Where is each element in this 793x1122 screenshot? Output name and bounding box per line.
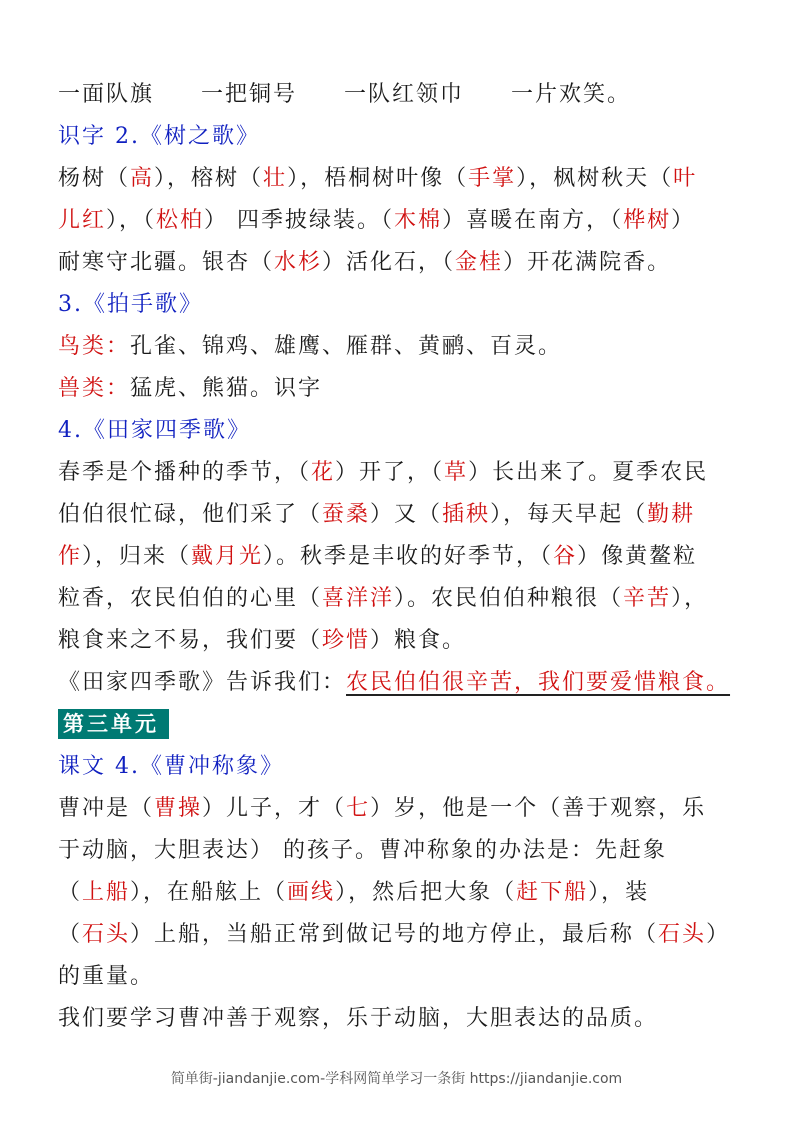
phrase-row [58, 74, 758, 116]
section-title-farm-song: 4.《田家四季歌》 [58, 418, 251, 443]
answer: 喜洋洋 [322, 586, 395, 611]
text: ），梧桐树叶像（ [287, 166, 469, 191]
answer: 高 [130, 166, 155, 191]
text: ）岁，他是一个（善于观察，乐 [370, 796, 707, 821]
text: 曹冲是（ [58, 796, 155, 821]
birds-line [58, 326, 758, 368]
answer: 插秧 [442, 502, 491, 527]
text: 杨树（ [58, 166, 131, 191]
text: ）。农民伯伯种粮很（ [394, 586, 624, 611]
text-line [58, 788, 758, 830]
answer: 作 [58, 544, 83, 569]
text: ），装 [588, 880, 650, 905]
answer: 叶 [673, 166, 698, 191]
text: 《田家四季歌》告诉我们： [58, 670, 347, 695]
text-line [58, 620, 758, 662]
text-line: 我们要学习曹冲善于观察，乐于动脑，大胆表达的品质。 [58, 1006, 659, 1031]
answer: 上船 [82, 880, 131, 905]
answer: 木棉 [394, 208, 443, 233]
answer: 花 [311, 460, 336, 485]
text: 春季是个播种的季节，（ [58, 460, 312, 485]
answer: 桦树 [623, 208, 672, 233]
answer: 石头 [82, 922, 131, 947]
answer: 金桂 [455, 250, 504, 275]
section-title-cao-chong: 课文 4.《曹冲称象》 [58, 754, 284, 779]
text: ）粮食。 [370, 628, 467, 653]
answer: 壮 [263, 166, 288, 191]
text: ）又（ [370, 502, 443, 527]
text-line [58, 200, 758, 242]
text: 伯伯很忙碌，他们采了（ [58, 502, 323, 527]
answer: 松柏 [156, 208, 205, 233]
answer: 蚕桑 [322, 502, 371, 527]
text: 耐寒守北疆。银杏（ [58, 250, 275, 275]
text: 粮食来之不易，我们要（ [58, 628, 323, 653]
text-line [58, 494, 758, 536]
answer: 戴月光 [191, 544, 264, 569]
answer: 七 [346, 796, 371, 821]
text-line: 的重量。 [58, 964, 155, 989]
answer: 水杉 [274, 250, 323, 275]
text: ） [671, 208, 696, 233]
text: ），每天早起（ [490, 502, 648, 527]
text: （ [58, 880, 83, 905]
text: ）开花满院香。 [503, 250, 672, 275]
text-line [58, 578, 758, 620]
answer: 辛苦 [623, 586, 672, 611]
text-line [58, 536, 758, 578]
phrase: 一队红领巾 [344, 82, 465, 107]
text: 孔雀、锦鸡、雄鹰、雁群、黄鹂、百灵。 [130, 334, 563, 359]
text-line [58, 872, 758, 914]
page-footer: 简单街-jiandanjie.com-学科网简单学习一条街 https://jiandanjie.com [170, 1071, 623, 1087]
text: （ [58, 922, 83, 947]
text: ）。秋季是丰收的好季节，（ [263, 544, 554, 569]
phrase: 一片欢笑。 [511, 82, 632, 107]
text: ）， [671, 586, 709, 611]
answer: 手掌 [468, 166, 517, 191]
text-line: 于动脑，大胆表达） 的孩子。曹冲称象的办法是：先赶象 [58, 838, 667, 863]
text: ）长出来了。夏季农民 [468, 460, 709, 485]
text-line [58, 158, 758, 200]
text: ）儿子，才（ [202, 796, 347, 821]
text: ）开了，（ [335, 460, 445, 485]
text: ）像黄鳌粒 [577, 544, 698, 569]
text: ） 四季披绿装。（ [204, 208, 395, 233]
answer: 赶下船 [516, 880, 589, 905]
answer: 儿红 [58, 208, 107, 233]
text: ），然后把大象（ [335, 880, 517, 905]
unit-badge: 第三单元 [58, 709, 169, 739]
text: ）喜暖在南方，（ [442, 208, 624, 233]
text: ）活化石，（ [322, 250, 456, 275]
text-line [58, 914, 758, 956]
category-label: 鸟类： [58, 334, 131, 359]
category-label: 兽类： [58, 376, 131, 401]
text-line [58, 452, 758, 494]
answer: 谷 [553, 544, 578, 569]
text: ），归来（ [82, 544, 192, 569]
section-title-tree-song: 识字 2.《树之歌》 [58, 124, 260, 149]
text: ）上船，当船正常到做记号的地方停止，最后称（ [130, 922, 659, 947]
text: ），（ [106, 208, 157, 233]
document-page [58, 74, 758, 1040]
answer: 画线 [287, 880, 336, 905]
text: ），榕树（ [154, 166, 264, 191]
answer-underlined: 农民伯伯很辛苦，我们要爱惜粮食。 [346, 670, 731, 695]
unit-heading [58, 704, 758, 746]
section-title-clap-song: 3.《拍手歌》 [58, 292, 203, 317]
text: ），枫树秋天（ [516, 166, 674, 191]
answer: 曹操 [154, 796, 203, 821]
answer: 石头 [658, 922, 707, 947]
text: ），在船舷上（ [130, 880, 288, 905]
text-line [58, 242, 758, 284]
phrase: 一把铜号 [201, 82, 298, 107]
answer: 珍惜 [322, 628, 371, 653]
summary-line [58, 662, 758, 704]
text: 猛虎、熊猫。识字 [130, 376, 323, 401]
text: ） [706, 922, 731, 947]
text: 粒香，农民伯伯的心里（ [58, 586, 323, 611]
answer: 勤耕 [647, 502, 696, 527]
beasts-line [58, 368, 758, 410]
answer: 草 [444, 460, 469, 485]
phrase: 一面队旗 [58, 82, 155, 107]
